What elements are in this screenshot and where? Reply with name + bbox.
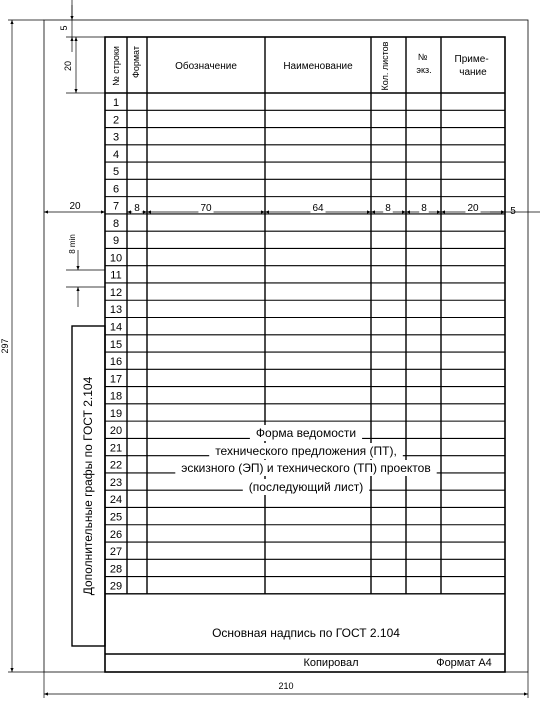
dim-header-height: 20	[63, 60, 73, 72]
header-note: Приме- чание	[454, 54, 489, 78]
center-title-line: Форма ведомости	[255, 426, 357, 440]
column-width-label: 70	[200, 203, 212, 214]
row-number: 18	[109, 390, 123, 403]
row-number: 10	[109, 252, 123, 265]
table-grid	[105, 37, 505, 672]
row-number: 6	[112, 183, 120, 196]
center-title-line: (последующий лист)	[248, 480, 364, 494]
format-label: Формат А4	[436, 657, 492, 669]
column-width-label: 8	[385, 203, 391, 214]
dim-row-min: 8 min	[68, 234, 77, 254]
row-number: 16	[109, 356, 123, 369]
column-width-label: 8	[134, 203, 140, 214]
row-number: 4	[112, 148, 120, 161]
column-width-label: 8	[421, 203, 427, 214]
header-name: Наименование	[283, 61, 353, 72]
row-number: 8	[112, 217, 120, 230]
header-row-no: № строки	[111, 46, 121, 86]
center-title-line: эскизного (ЭП) и технического (ТП) проектов	[181, 461, 431, 475]
header-designation: Обозначение	[175, 61, 237, 72]
row-number: 1	[112, 97, 120, 109]
additional-columns-label: Дополнительные графы по ГОСТ 2.104	[81, 376, 95, 596]
row-number: 23	[109, 476, 123, 489]
row-number: 26	[109, 528, 123, 541]
center-title-line: технического предложения (ПТ),	[215, 444, 397, 458]
row-number: 3	[112, 131, 120, 144]
title-block-label: Основная надпись по ГОСТ 2.104	[212, 626, 400, 640]
row-number: 29	[109, 580, 123, 593]
header-sheets-count: Кол. листов	[380, 41, 390, 91]
row-number: 13	[109, 304, 123, 317]
row-number: 20	[109, 425, 123, 438]
center-title	[175, 425, 436, 495]
row-number: 17	[109, 373, 123, 386]
row-number: 5	[112, 166, 120, 179]
header-copy-no: № экз.	[416, 52, 432, 75]
dim-sheet-width: 210	[278, 681, 294, 691]
dim-sheet-height: 297	[0, 338, 10, 354]
dim-left-margin: 20	[69, 201, 81, 212]
row-numbers	[110, 97, 122, 593]
row-number: 27	[109, 546, 123, 559]
row-number: 11	[110, 269, 122, 282]
column-width-label: 20	[467, 203, 479, 214]
row-number: 24	[109, 494, 123, 507]
header-format: Формат	[131, 46, 141, 78]
dim-right-margin: 5	[510, 206, 516, 217]
column-width-label: 64	[312, 203, 324, 214]
row-number: 7	[112, 200, 120, 213]
copied-label: Копировал	[303, 657, 359, 669]
row-number: 15	[109, 338, 123, 351]
row-number: 25	[109, 511, 123, 524]
row-number: 22	[109, 459, 123, 472]
row-number: 19	[109, 407, 123, 420]
row-number: 9	[112, 235, 120, 248]
row-number: 21	[109, 442, 123, 455]
row-number: 14	[109, 321, 123, 334]
row-number: 12	[109, 286, 123, 299]
row-number: 2	[112, 114, 120, 127]
row-number: 28	[109, 563, 123, 576]
dim-top-margin: 5	[59, 25, 69, 31]
